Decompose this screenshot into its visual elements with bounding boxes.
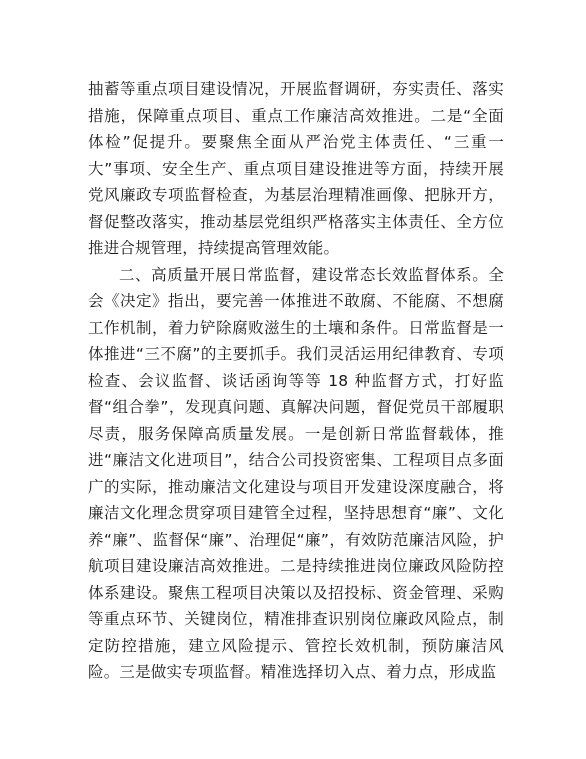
paragraph-2: 二、高质量开展日常监督，建设常态长效监督体系。全会《决定》指出，要完善一体推进不敢腐、不能腐、不想腐工作机制，着力铲除腐败滋生的土壤和条件。日常监督是一体推进“三不腐”的主要抓手。我们灵活运用纪律教育、专项检查、会议监督、谈话函询等等 18 种监督方式，打好监督“组合拳”，发现真问题、真解决问题，督促党员干部履职尽责，服务保障高质量发展。一是创新日常监督载体，推进“廉洁文化进项目”，结合公司投资密集、工程项目点多面广的实际，推动廉洁文化建设与项目开发建设深度融合，将廉洁文化理念贯穿项目建管全过程，坚持思想育“廉”、文化养“廉”、监督保“廉”、治理促“廉”，有效防范廉洁风险，护航项目建设廉洁高效推进。二是持续推进岗位廉政风险防控体系建设。聚焦工程项目决策以及招投标、资金管理、采购等重点环节、关键岗位，精准排查识别岗位廉政风险点，制定防控措施，建立风险提示、管控长效机制，预防廉洁风险。三是做实专项监督。精准选择切入点、着力点，形成监 [88, 265, 504, 681]
paragraph-1: 抽蓄等重点项目建设情况，开展监督调研，夯实责任、落实措施，保障重点项目、重点工作廉洁高效推进。二是“全面体检”促提升。要聚焦全面从严治党主体责任、“三重一大”事项、安全生产、重点项目建设推进等方面，持续开展党风廉政专项监督检查，为基层治理精准画像、把脉开方，督促整改落实，推动基层党组织严格落实主体责任、全方位推进合规管理，持续提高管理效能。 [88, 80, 504, 257]
document-page [88, 76, 504, 686]
